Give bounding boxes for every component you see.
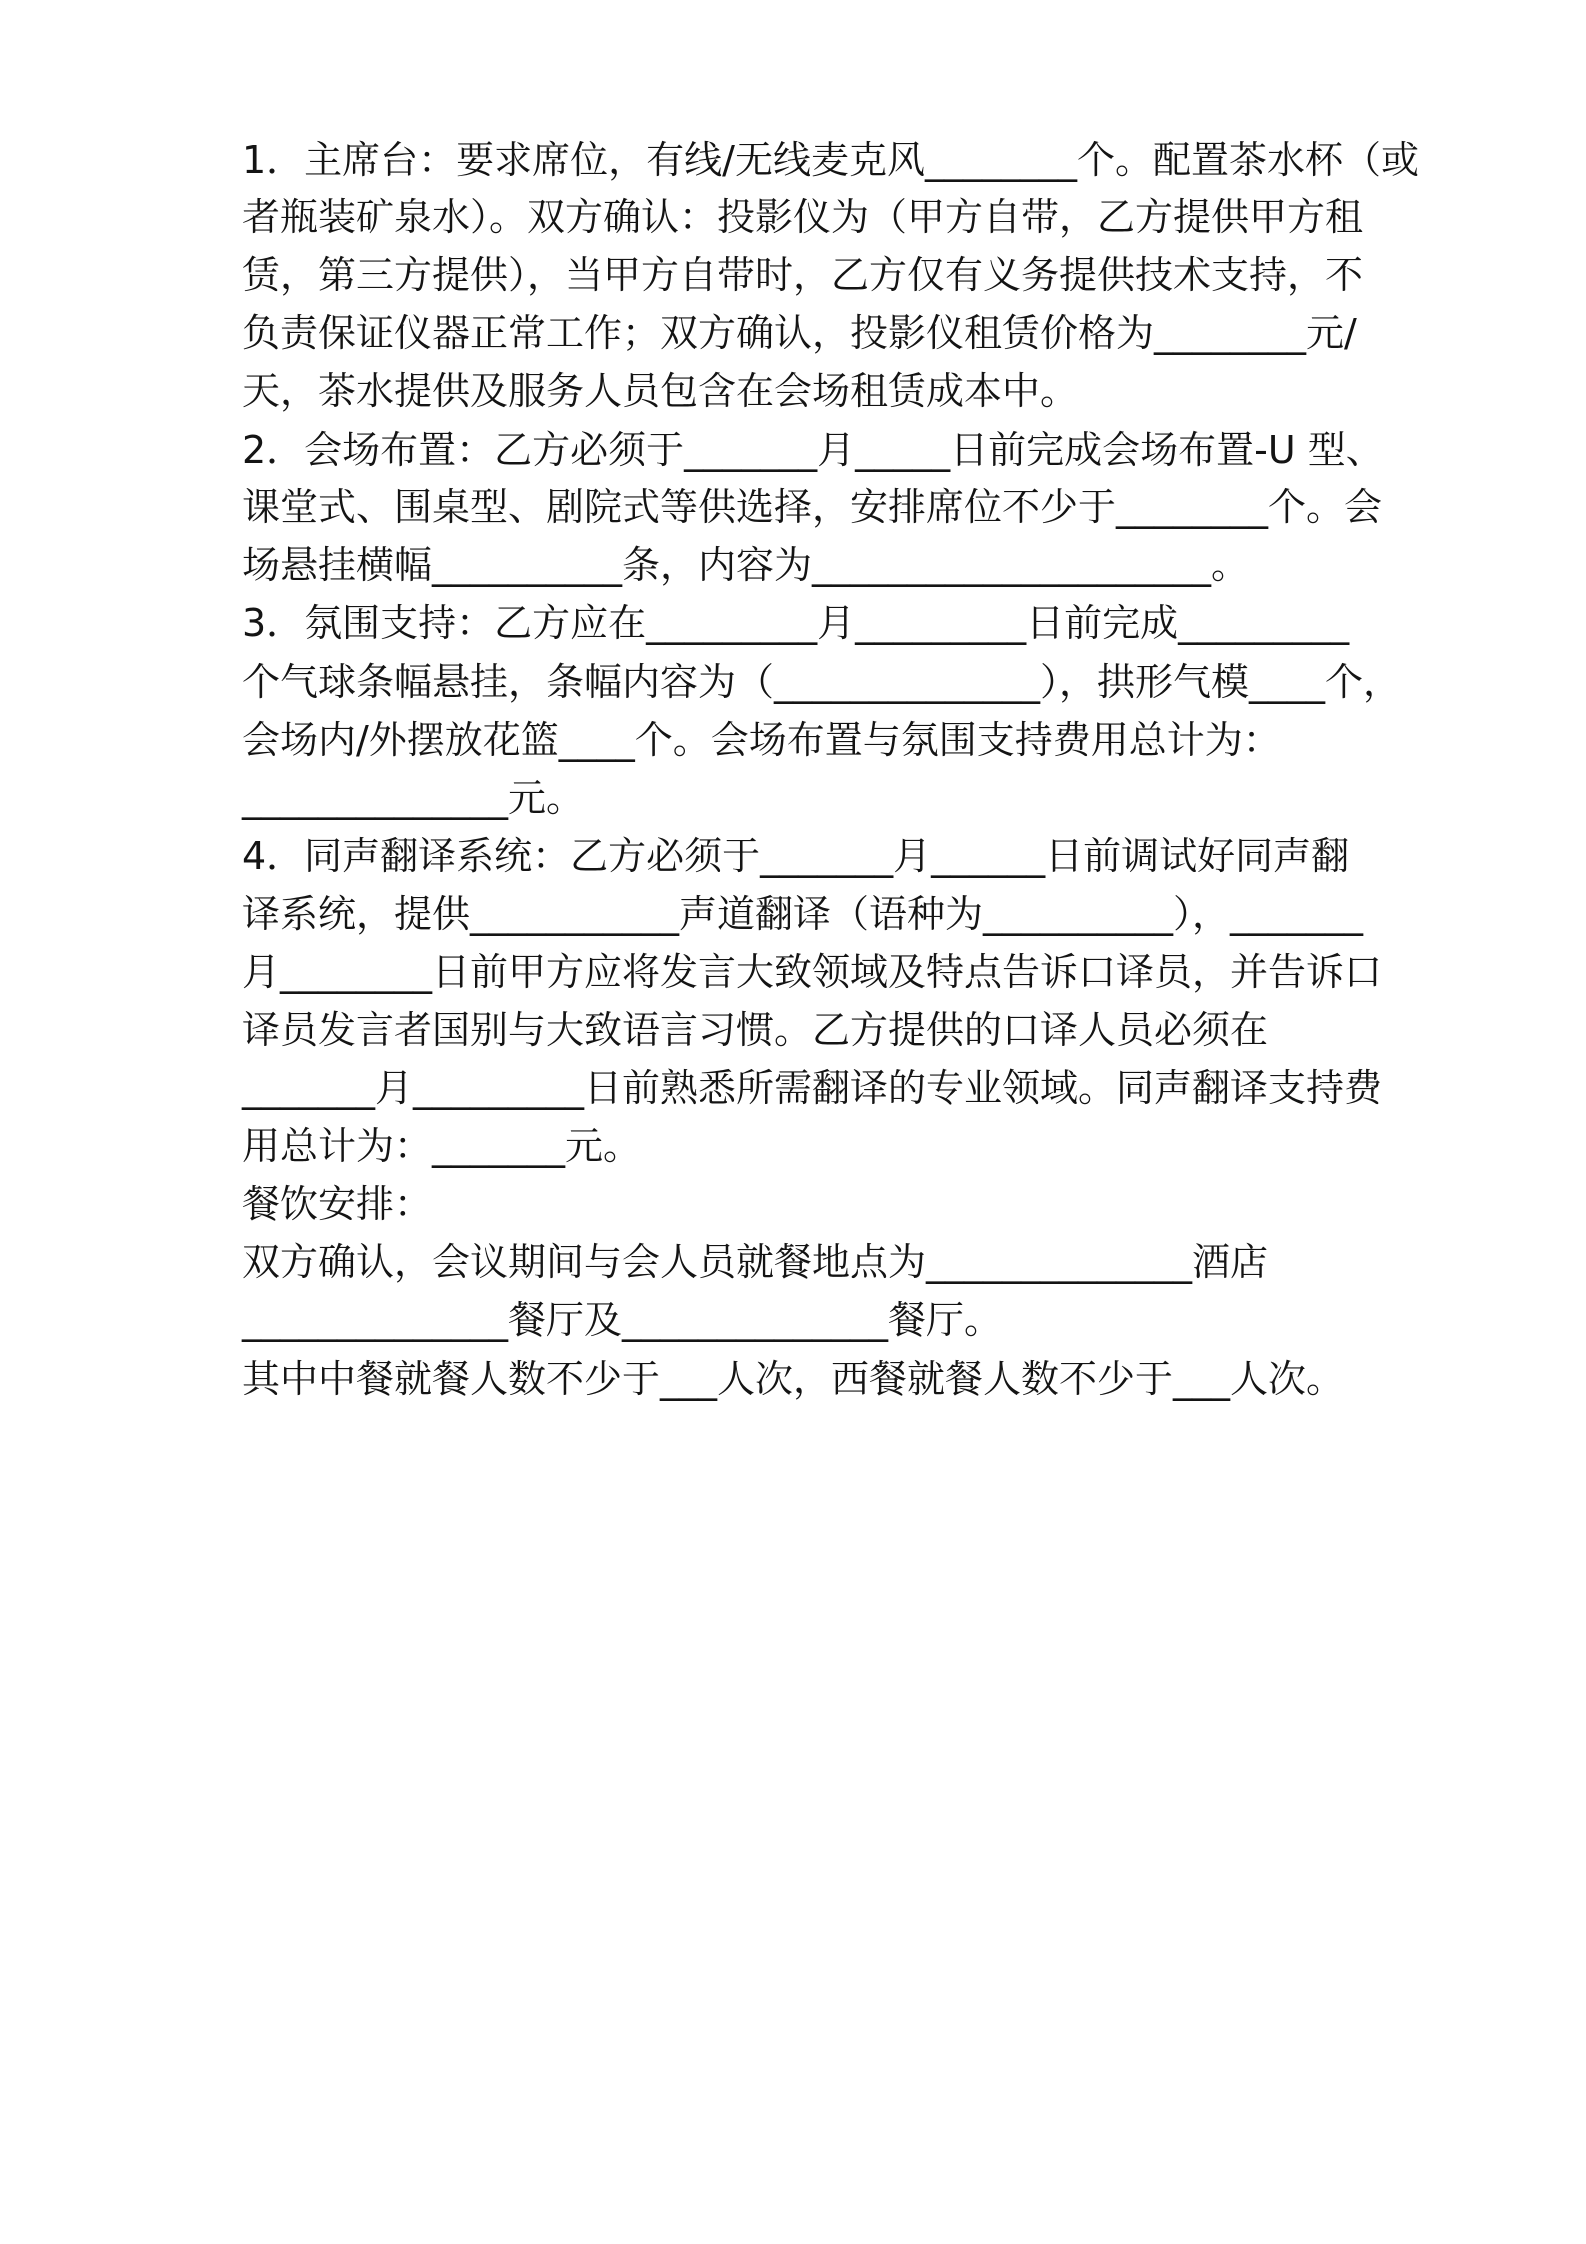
text-line: 双方确认，会议期间与会人员就餐地点为______________酒店: [242, 1240, 1269, 1284]
text-line: ______________元。: [242, 776, 585, 820]
text-line: 天，茶水提供及服务人员包含在会场租赁成本中。: [242, 369, 1079, 413]
text-line: 月________日前甲方应将发言大致领域及特点告诉口译员，并告诉口: [242, 950, 1383, 994]
text-line: ______________餐厅及______________餐厅。: [242, 1298, 1003, 1342]
text-line: 译系统，提供___________声道翻译（语种为__________），_______: [242, 892, 1364, 936]
text-line: 会场内/外摆放花篮____个。会场布置与氛围支持费用总计为：: [242, 718, 1281, 762]
text-line: 赁，第三方提供），当甲方自带时，乙方仅有义务提供技术支持，不: [242, 253, 1364, 297]
text-line: 4．同声翻译系统：乙方必须于_______月______日前调试好同声翻: [242, 834, 1350, 878]
text-line: 3．氛围支持：乙方应在_________月_________日前完成_________: [242, 601, 1350, 645]
text-line: 其中中餐就餐人数不少于___人次，西餐就餐人数不少于___人次。: [242, 1357, 1345, 1401]
text-line: 课堂式、围桌型、剧院式等供选择，安排席位不少于________个。会: [242, 485, 1383, 529]
text-line: 场悬挂横幅__________条，内容为_____________________。: [242, 543, 1250, 587]
text-line: 译员发言者国别与大致语言习惯。乙方提供的口译人员必须在: [242, 1008, 1269, 1052]
text-line: _______月_________日前熟悉所需翻译的专业领域。同声翻译支持费: [242, 1066, 1383, 1110]
text-line: 负责保证仪器正常工作；双方确认，投影仪租赁价格为________元/: [242, 311, 1357, 355]
text-line: 用总计为：_______元。: [242, 1124, 642, 1168]
text-line: 1．主席台：要求席位，有线/无线麦克风________个。配置茶水杯（或: [242, 138, 1419, 182]
text-line: 者瓶装矿泉水）。双方确认：投影仪为（甲方自带，乙方提供甲方租: [242, 195, 1364, 239]
text-line: 个气球条幅悬挂，条幅内容为（______________），拱形气模____个，: [242, 660, 1402, 704]
section-heading: 餐饮安排：: [242, 1182, 433, 1226]
text-line: 2．会场布置：乙方必须于_______月_____日前完成会场布置-U 型、: [242, 428, 1384, 472]
